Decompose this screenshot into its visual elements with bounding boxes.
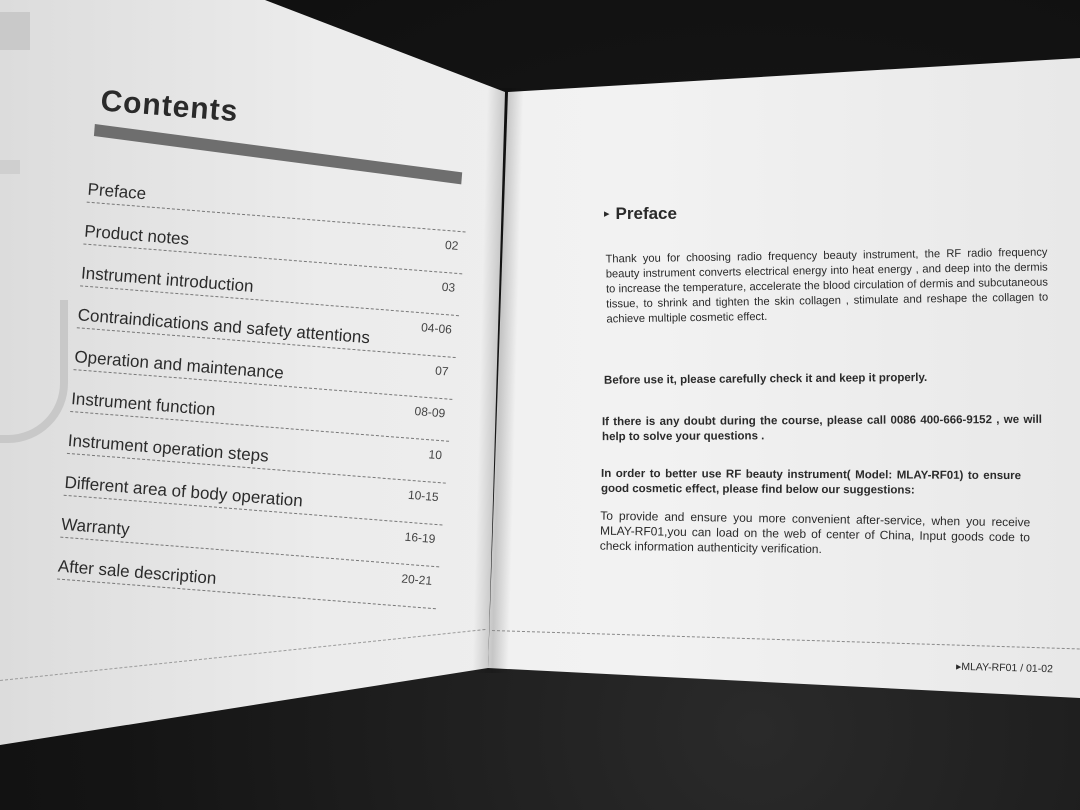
page-divider-left (0, 629, 485, 681)
contents-title: Contents (99, 84, 240, 129)
preface-paragraph-service: To provide and ensure you more convenient after-service, when you receive MLAY-RF01,you can load on the web of center of China, Input goods code to check information authenticity verification. (599, 508, 1031, 557)
toc-page-number: 04-06 (420, 320, 453, 337)
toc-page-number: 16-19 (404, 529, 436, 547)
toc-label: Instrument operation steps (67, 430, 270, 466)
toc-page-number: 08-09 (414, 404, 446, 421)
toc-label: Operation and maintenance (73, 347, 285, 383)
toc-label: Contraindications and safety attentions (77, 305, 371, 348)
toc-page-number: 03 (441, 279, 456, 295)
preface-heading (604, 204, 677, 224)
preface-paragraph-intro: Thank you for choosing radio frequency beauty instrument, the RF radio frequency beauty instrument converts electrical energy into heat energy , and deep into the dermis to increase the temperature, accelerate the blood circulation of dermis and subcutaneous tissue, to shrink and tighten the skin collagen , stimulate and reshape the collagen to achieve multiple cosmetic effect. (605, 246, 1049, 326)
preface-paragraph-model: In order to better use RF beauty instrument( Model: MLAY-RF01) to ensure good cosmetic effect, please find below our suggestions: (600, 467, 1022, 497)
decorative-block (0, 12, 30, 50)
toc-label: Instrument introduction (80, 263, 255, 296)
page-footer: ▸MLAY-RF01 / 01-02 (955, 660, 1054, 676)
toc-page-number: 02 (444, 237, 459, 253)
toc-label: Warranty (60, 514, 131, 539)
toc-label: After sale description (57, 556, 218, 588)
preface-paragraph-check: Before use it, please carefully check it and keep it properly. (603, 371, 928, 387)
toc-page-number: 20-21 (400, 571, 433, 588)
toc-label: Different area of body operation (63, 472, 304, 511)
preface-paragraph-contact: If there is any doubt during the course, please call 0086 400-666-9152 , we will help to solve your questions . (601, 413, 1042, 444)
toc-page-number: 10-15 (407, 487, 440, 505)
toc-page-number: 07 (434, 363, 450, 379)
triangle-bullet-icon: ▸ (604, 208, 610, 220)
toc-label: Preface (86, 179, 147, 204)
table-of-contents (57, 162, 469, 610)
decorative-block (0, 160, 20, 174)
toc-label: Instrument function (70, 389, 217, 420)
decorative-arc (0, 300, 68, 443)
preface-heading-text: Preface (615, 204, 677, 223)
toc-label: Product notes (83, 221, 190, 249)
toc-page-number: 10 (428, 447, 443, 463)
contents-section (57, 84, 475, 610)
